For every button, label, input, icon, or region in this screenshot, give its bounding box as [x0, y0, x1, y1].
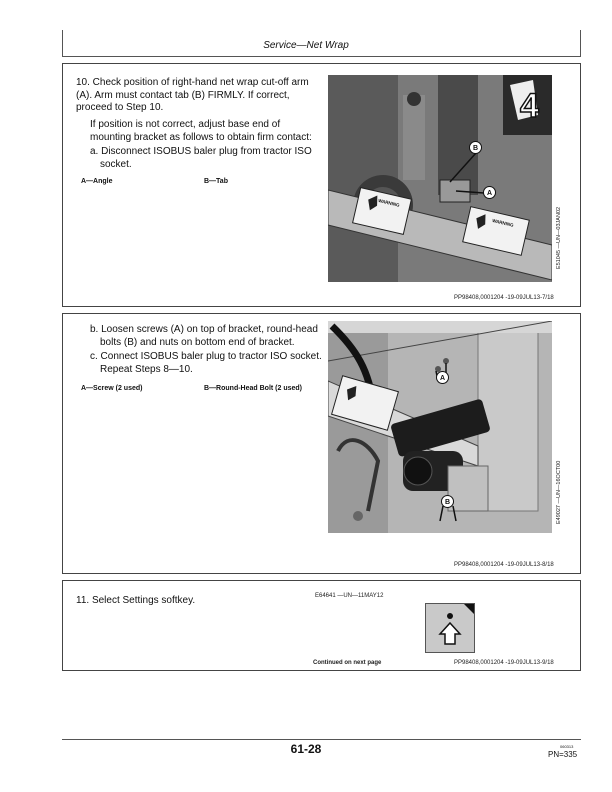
- step-10-note: If position is not correct, adjust base end of mounting bracket as follows to obtain firm contact:: [90, 119, 312, 143]
- callout-a-angle: A: [483, 186, 496, 199]
- continued-on-next-page: Continued on next page: [313, 660, 382, 666]
- callout-a-screw: A: [436, 371, 449, 384]
- photo-1-image-id: E51045 —UN—03JAN02: [556, 206, 562, 269]
- photo-2-image-id: E49027 —UN—16OCT00: [556, 460, 562, 524]
- legend-angle: A—Angle: [81, 178, 113, 185]
- bracket-motor-illustration: [328, 321, 552, 533]
- decal-warning-left: WARNING: [377, 197, 401, 208]
- step-10-text: 10. Check position of right-hand net wrap cut-off arm (A). Arm must contact tab (B) FIRMLY. If correct, proceed to Step 10.: [76, 77, 309, 113]
- settings-softkey-icon: [426, 604, 474, 652]
- legend-screw: A—Screw (2 used): [81, 385, 143, 392]
- footer-small-code: 060313: [560, 744, 574, 749]
- page-header-title: Service—Net Wrap: [263, 40, 349, 51]
- softkey-image-id: E64641 —UN—11MAY12: [315, 593, 384, 599]
- settings-softkey-button: [425, 603, 475, 653]
- step-11-text: 11. Select Settings softkey.: [76, 595, 196, 606]
- section-3-reference: PP98408,0001204 -19-09JUL13-9/18: [454, 660, 554, 666]
- page-number: 61-28: [290, 742, 322, 756]
- legend-tab: B—Tab: [204, 178, 228, 185]
- netwrap-arm-illustration: [328, 75, 552, 282]
- machine-number-four: 4: [520, 87, 539, 125]
- step-c-text: c. Connect ISOBUS baler plug to tractor ISO socket. Repeat Steps 8—10.: [90, 351, 322, 375]
- header-left-rule: [62, 30, 63, 56]
- netwrap-arm-photo: [328, 75, 552, 282]
- decal-warning-right: WARNING: [491, 217, 515, 228]
- callout-b-bolt: B: [441, 495, 454, 508]
- section-1-reference: PP98408,0001204 -19-09JUL13-7/18: [454, 295, 554, 301]
- header-bottom-rule: [62, 56, 581, 57]
- step-a-text: a. Disconnect ISOBUS baler plug from tractor ISO socket.: [90, 146, 312, 170]
- footer-pn: PN=335: [548, 750, 578, 759]
- header-right-rule: [580, 30, 581, 56]
- footer-rule: [62, 739, 581, 740]
- section-steps-b-c: [62, 313, 581, 574]
- bracket-motor-photo: [328, 321, 552, 533]
- legend-round-head-bolt: B—Round-Head Bolt (2 used): [204, 385, 302, 392]
- section-step-11: [62, 580, 581, 671]
- section-2-reference: PP98408,0001204 -19-09JUL13-8/18: [454, 562, 554, 568]
- section-step-10: [62, 63, 581, 307]
- callout-b-tab: B: [469, 141, 482, 154]
- step-b-text: b. Loosen screws (A) on top of bracket, round-head bolts (B) and nuts on bottom end of bracket.: [90, 324, 318, 348]
